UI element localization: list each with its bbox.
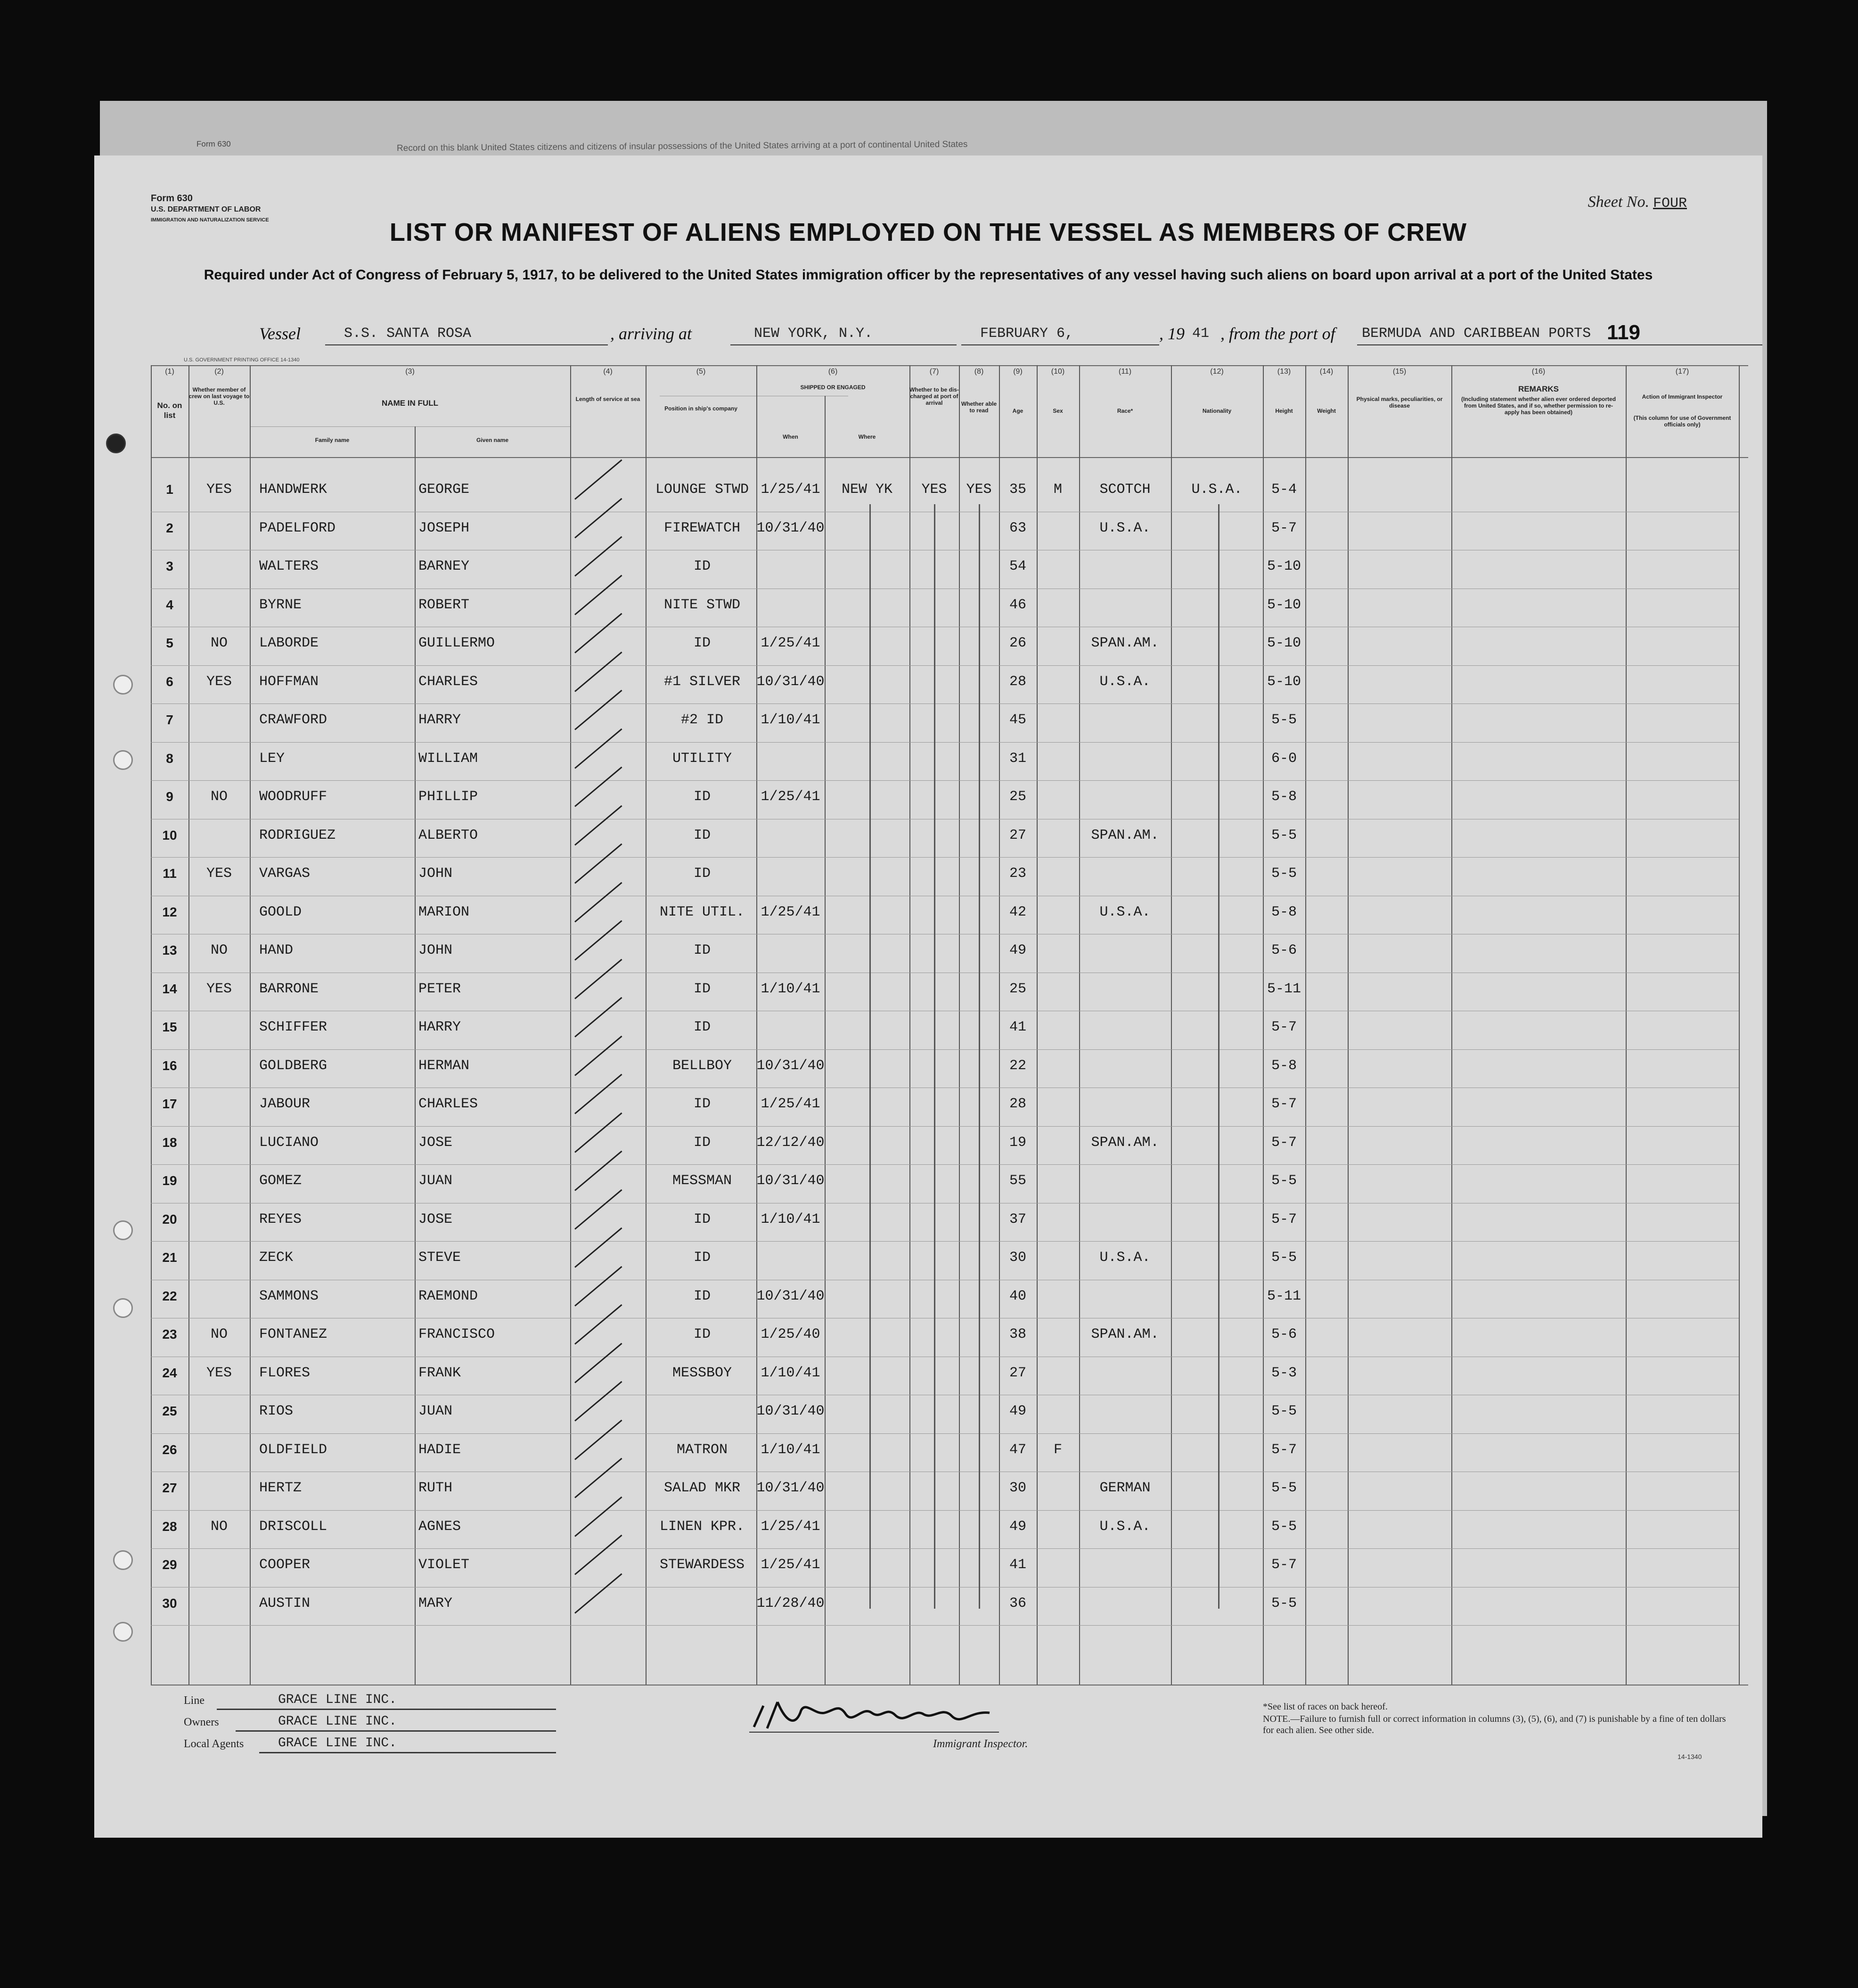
row-number: 8 [166,751,173,766]
given-name: FRANCISCO [418,1326,495,1342]
header-shipped: SHIPPED OR ENGAGED [800,384,866,391]
given-name: JUAN [418,1403,453,1419]
given-name: PHILLIP [418,789,478,805]
row-number: 10 [162,827,177,843]
height: 5-7 [1271,1557,1297,1573]
previous-voyage: NO [210,635,228,651]
height: 5-8 [1271,1057,1297,1074]
header-sex: Sex [1053,408,1063,414]
family-name: JABOUR [259,1096,311,1112]
family-name: HANDWERK [259,482,327,498]
row-number: 26 [162,1442,177,1457]
shipped-when: 1/10/41 [761,981,820,997]
age: 41 [1009,1557,1026,1573]
height: 5-10 [1267,597,1301,613]
height: 5-6 [1271,942,1297,958]
given-name: HADIE [418,1441,461,1458]
position: NITE UTIL. [659,904,745,920]
manifest-grid: (1) (2) (3) (4) (5) (6) (7) (8) (9) (10) (11) (12) (13) (14) (15) (16) (17) No. on list Whether member of crew on last voyage to U.S. NAME IN FULL Family name Given name Length of service at sea Position in ship's company SHIPPED OR ENGAGED When Where Whether to be dis-charged at port of arrival Whether able to read Age Sex Race* Nationality Height Weight Physical marks, peculiarities, or disease REMARKS (Including statement whether alien ever ordered deported from United States, and if so, whether permission to re-apply has been obtained) Action of Immigrant Inspector (This column for use of Government officials only) [94,155,1762,1838]
family-name: LEY [259,750,285,767]
position: ID [693,558,711,574]
age: 49 [1009,942,1026,958]
given-name: GUILLERMO [418,635,495,651]
age: 37 [1009,1211,1026,1227]
family-name: GOMEZ [259,1173,302,1189]
previous-voyage: YES [206,1365,232,1381]
height: 5-7 [1271,1211,1297,1227]
race: U.S.A. [1099,1250,1151,1266]
age: 38 [1009,1326,1026,1342]
shipped-when: 1/25/41 [761,482,820,498]
height: 5-5 [1271,866,1297,882]
family-name: GOLDBERG [259,1057,327,1074]
header-age: Age [1012,408,1023,414]
given-name: CHARLES [418,673,478,690]
age: 49 [1009,1403,1026,1419]
age: 26 [1009,635,1026,651]
age: 55 [1009,1173,1026,1189]
position: ID [693,1134,711,1151]
family-name: SAMMONS [259,1288,319,1304]
row-number: 5 [166,636,173,650]
shipped-when: 12/12/40 [756,1134,825,1151]
position: MATRON [676,1441,728,1458]
given-name: JOSEPH [418,520,470,536]
under-header-text: Record on this blank United States citizens and citizens of insular possessions of the United States arriving at a port of continental United States [396,139,968,154]
page-number: 119 [1607,321,1640,344]
height: 5-10 [1267,673,1301,690]
race: U.S.A. [1099,904,1151,920]
ditto-mark [869,504,871,1609]
position: ID [693,1288,711,1304]
age: 42 [1009,904,1026,920]
height: 5-5 [1271,827,1297,843]
inspector-signature [745,1687,1008,1739]
sex: M [1053,482,1062,498]
family-name: HOFFMAN [259,673,319,690]
header-family-name: Family name [315,437,350,443]
family-name: FONTANEZ [259,1326,327,1342]
manifest-page [94,155,1762,1838]
header-where: Where [858,434,876,440]
height: 5-5 [1271,1480,1297,1496]
punch-hole [113,750,133,770]
page-title: LIST OR MANIFEST OF ALIENS EMPLOYED ON THE VESSEL AS MEMBERS OF CREW [389,218,1467,246]
header-able-read: Whether able to read [961,401,997,414]
position: LINEN KPR. [659,1518,745,1535]
position: ID [693,1250,711,1266]
row-number: 25 [162,1404,177,1418]
voyage-line: Vessel S.S. SANTA ROSA , arriving at NEW YORK, N.Y. FEBRUARY 6, , 19 41 , from the port of BERMUDA AND CARIBBEAN PORTS 119 [259,324,1762,352]
family-name: HAND [259,942,294,958]
shipped-when: 10/31/40 [756,1057,825,1074]
discharged: YES [921,482,947,498]
shipped-when: 1/25/41 [761,904,820,920]
punch-hole [113,1220,133,1240]
ditto-mark [979,504,980,1609]
given-name: RAEMOND [418,1288,478,1304]
given-name: HARRY [418,712,461,728]
family-name: DRISCOLL [259,1518,327,1535]
shipped-when: 1/10/41 [761,1441,820,1458]
family-name: VARGAS [259,866,311,882]
shipped-when: 1/25/41 [761,1096,820,1112]
row-number: 15 [162,1020,177,1034]
given-name: AGNES [418,1518,461,1535]
age: 22 [1009,1057,1026,1074]
race: U.S.A. [1099,1518,1151,1535]
position: ID [693,635,711,651]
header-no: No. on list [157,401,182,420]
row-number: 13 [162,943,177,957]
family-name: PADELFORD [259,520,336,536]
owners-label: Owners [184,1716,219,1728]
previous-voyage: NO [210,942,228,958]
position: MESSBOY [672,1365,732,1381]
header-name: NAME IN FULL [382,399,438,408]
given-name: VIOLET [418,1557,470,1573]
height: 5-7 [1271,1441,1297,1458]
age: 23 [1009,866,1026,882]
age: 28 [1009,673,1026,690]
shipped-when: 1/10/41 [761,1211,820,1227]
sex: F [1053,1441,1062,1458]
shipped-when: 1/25/41 [761,1518,820,1535]
position: SALAD MKR [663,1480,741,1496]
position: ID [693,981,711,997]
agents-value: GRACE LINE INC. [278,1736,397,1751]
arrival-year: 41 [1192,326,1210,342]
position: #2 ID [680,712,723,728]
previous-voyage: YES [206,482,232,498]
shipped-when: 1/25/41 [761,789,820,805]
family-name: WALTERS [259,558,319,574]
punch-hole [113,1622,133,1642]
age: 41 [1009,1019,1026,1035]
age: 63 [1009,520,1026,536]
form-identifier: Form 630 U.S. DEPARTMENT OF LABOR IMMIGRATION AND NATURALIZATION SERVICE [151,193,269,223]
height: 5-3 [1271,1365,1297,1381]
ditto-mark [934,504,935,1609]
header-discharged: Whether to be dis-charged at port of arrival [909,386,959,406]
position: ID [693,789,711,805]
given-name: HARRY [418,1019,461,1035]
height: 5-7 [1271,520,1297,536]
header-physical: Physical marks, peculiarities, or disease [1356,396,1443,409]
line-value: GRACE LINE INC. [278,1693,397,1707]
given-name: ALBERTO [418,827,478,843]
row-number: 24 [162,1365,177,1380]
age: 30 [1009,1480,1026,1496]
given-name: STEVE [418,1250,461,1266]
shipped-where: NEW YK [841,482,893,498]
given-name: JOHN [418,942,453,958]
position: NITE STWD [663,597,741,613]
ditto-mark [1218,504,1220,1609]
vessel-name: S.S. SANTA ROSA [344,326,472,342]
position: ID [693,827,711,843]
position: ID [693,942,711,958]
position: UTILITY [672,750,732,767]
row-number: 21 [162,1250,177,1265]
agents-label: Local Agents [184,1738,244,1750]
race: SPAN.AM. [1091,1326,1159,1342]
sheet-number: Sheet No. FOUR [1588,193,1687,212]
row-number: 28 [162,1519,177,1534]
shipped-when: 10/31/40 [756,673,825,690]
height: 5-5 [1271,712,1297,728]
height: 5-10 [1267,635,1301,651]
family-name: CRAWFORD [259,712,327,728]
row-number: 4 [166,597,173,612]
position: BELLBOY [672,1057,732,1074]
age: 47 [1009,1441,1026,1458]
nationality: U.S.A. [1191,482,1243,498]
row-number: 7 [166,712,173,727]
position: LOUNGE STWD [655,482,749,498]
shipped-when: 10/31/40 [756,1403,825,1419]
height: 5-7 [1271,1019,1297,1035]
shipped-when: 1/25/40 [761,1326,820,1342]
position: STEWARDESS [659,1557,745,1573]
height: 5-11 [1267,1288,1301,1304]
punch-hole [113,675,133,695]
given-name: RUTH [418,1480,453,1496]
family-name: REYES [259,1211,302,1227]
age: 36 [1009,1595,1026,1612]
shipped-when: 10/31/40 [756,1173,825,1189]
header-remarks: REMARKS [1518,385,1559,393]
arrival-date: FEBRUARY 6, [980,326,1074,342]
row-number: 18 [162,1135,177,1150]
owners-value: GRACE LINE INC. [278,1714,397,1729]
given-name: JOSE [418,1211,453,1227]
row-number: 2 [166,520,173,535]
height: 5-5 [1271,1595,1297,1612]
punch-hole [113,1550,133,1570]
row-number: 20 [162,1211,177,1227]
header-height: Height [1275,408,1293,414]
height: 5-5 [1271,1173,1297,1189]
shipped-when: 11/28/40 [756,1595,825,1612]
height: 5-4 [1271,482,1297,498]
shipped-when: 1/10/41 [761,1365,820,1381]
previous-voyage: NO [210,1326,228,1342]
race: U.S.A. [1099,673,1151,690]
shipped-when: 1/25/41 [761,1557,820,1573]
position: ID [693,1211,711,1227]
family-name: GOOLD [259,904,302,920]
age: 19 [1009,1134,1026,1151]
punch-hole [113,1298,133,1318]
races-note: *See list of races on back hereof. [1263,1702,1388,1712]
height: 5-5 [1271,1250,1297,1266]
header-given-name: Given name [476,437,509,443]
race: GERMAN [1099,1480,1151,1496]
height: 5-7 [1271,1134,1297,1151]
previous-voyage: YES [206,981,232,997]
height: 5-5 [1271,1403,1297,1419]
age: 25 [1009,981,1026,997]
shipped-when: 1/25/41 [761,635,820,651]
under-form-number: Form 630 [196,139,231,148]
row-number: 27 [162,1481,177,1495]
header-nationality: Nationality [1202,408,1232,414]
shipped-when: 1/10/41 [761,712,820,728]
given-name: MARY [418,1595,453,1612]
race: SPAN.AM. [1091,635,1159,651]
previous-voyage: NO [210,789,228,805]
header-length-service: Length of service at sea [575,396,640,402]
height: 5-10 [1267,558,1301,574]
race: SPAN.AM. [1091,1134,1159,1151]
position: ID [693,866,711,882]
line-label: Line [184,1694,205,1707]
header-weight: Weight [1317,408,1336,414]
age: 28 [1009,1096,1026,1112]
position: ID [693,1019,711,1035]
given-name: BARNEY [418,558,470,574]
race: SCOTCH [1099,482,1151,498]
height: 5-5 [1271,1518,1297,1535]
race: U.S.A. [1099,520,1151,536]
family-name: WOODRUFF [259,789,327,805]
header-prev-voyage: Whether member of crew on last voyage to U.S. [188,386,250,406]
age: 30 [1009,1250,1026,1266]
given-name: WILLIAM [418,750,478,767]
fine-note: NOTE.—Failure to furnish full or correct information in columns (3), (5), (6), and (7) is punishable by a fine of ten dollars for each alien. See other side. [1263,1714,1726,1735]
position: ID [693,1096,711,1112]
previous-voyage: NO [210,1518,228,1535]
punch-hole [106,434,126,453]
age: 27 [1009,1365,1026,1381]
family-name: BYRNE [259,597,302,613]
age: 45 [1009,712,1026,728]
header-position: Position in ship's company [664,405,737,412]
row-number: 19 [162,1173,177,1188]
previous-voyage: YES [206,673,232,690]
row-number: 6 [166,674,173,689]
departure-port: BERMUDA AND CARIBBEAN PORTS [1362,326,1591,342]
able-to-read: YES [966,482,992,498]
height: 5-6 [1271,1326,1297,1342]
position: ID [693,1326,711,1342]
height: 5-7 [1271,1096,1297,1112]
shipped-when: 10/31/40 [756,520,825,536]
row-number: 30 [162,1595,177,1611]
position: MESSMAN [672,1173,732,1189]
race: SPAN.AM. [1091,827,1159,843]
age: 31 [1009,750,1026,767]
row-number: 11 [163,866,177,881]
header-when: When [783,434,798,440]
given-name: CHARLES [418,1096,478,1112]
family-name: RODRIGUEZ [259,827,336,843]
family-name: RIOS [259,1403,294,1419]
given-name: ROBERT [418,597,470,613]
shipped-when: 10/31/40 [756,1480,825,1496]
family-name: FLORES [259,1365,311,1381]
row-number: 3 [166,559,173,573]
height: 6-0 [1271,750,1297,767]
previous-voyage: YES [206,866,232,882]
age: 46 [1009,597,1026,613]
position: #1 SILVER [663,673,741,690]
given-name: JOHN [418,866,453,882]
given-name: JUAN [418,1173,453,1189]
family-name: ZECK [259,1250,294,1266]
family-name: BARRONE [259,981,319,997]
height: 5-8 [1271,904,1297,920]
height: 5-11 [1267,981,1301,997]
height: 5-8 [1271,789,1297,805]
given-name: GEORGE [418,482,470,498]
family-name: HERTZ [259,1480,302,1496]
given-name: HERMAN [418,1057,470,1074]
age: 27 [1009,827,1026,843]
inspector-caption: Immigrant Inspector. [933,1738,1028,1750]
age: 40 [1009,1288,1026,1304]
given-name: MARION [418,904,470,920]
given-name: PETER [418,981,461,997]
arrival-port: NEW YORK, N.Y. [754,326,873,342]
given-name: JOSE [418,1134,453,1151]
age: 54 [1009,558,1026,574]
row-number: 29 [162,1557,177,1572]
row-number: 17 [162,1096,177,1111]
header-race: Race* [1117,408,1133,414]
header-remarks-note: (Including statement whether alien ever ordered deported from United States, and if so, whether permission to re-apply has been obtained) [1461,396,1616,416]
row-number: 12 [162,904,177,919]
row-number: 9 [166,789,173,804]
shipped-when: 10/31/40 [756,1288,825,1304]
age: 25 [1009,789,1026,805]
row-number: 23 [162,1327,177,1342]
family-name: LABORDE [259,635,319,651]
age: 49 [1009,1518,1026,1535]
row-number: 14 [162,981,177,996]
family-name: LUCIANO [259,1134,319,1151]
page-subtitle: Required under Act of Congress of February 5, 1917, to be delivered to the United States immigration officer by the representatives of any vessel having such aliens on board upon arrival at a port of the United States [204,267,1653,283]
row-number: 22 [162,1288,177,1303]
family-name: SCHIFFER [259,1019,327,1035]
row-number: 16 [162,1058,177,1073]
form-code: 14-1340 [1678,1753,1702,1760]
header-action: Action of Immigrant Inspector [1642,393,1723,400]
position: FIREWATCH [663,520,741,536]
family-name: AUSTIN [259,1595,311,1612]
family-name: OLDFIELD [259,1441,327,1458]
printer-mark: U.S. GOVERNMENT PRINTING OFFICE 14-1340 [184,357,300,363]
age: 35 [1009,482,1026,498]
given-name: FRANK [418,1365,461,1381]
row-number: 1 [166,482,173,497]
header-action-note: (This column for use of Government officials only) [1633,415,1731,428]
family-name: COOPER [259,1557,311,1573]
